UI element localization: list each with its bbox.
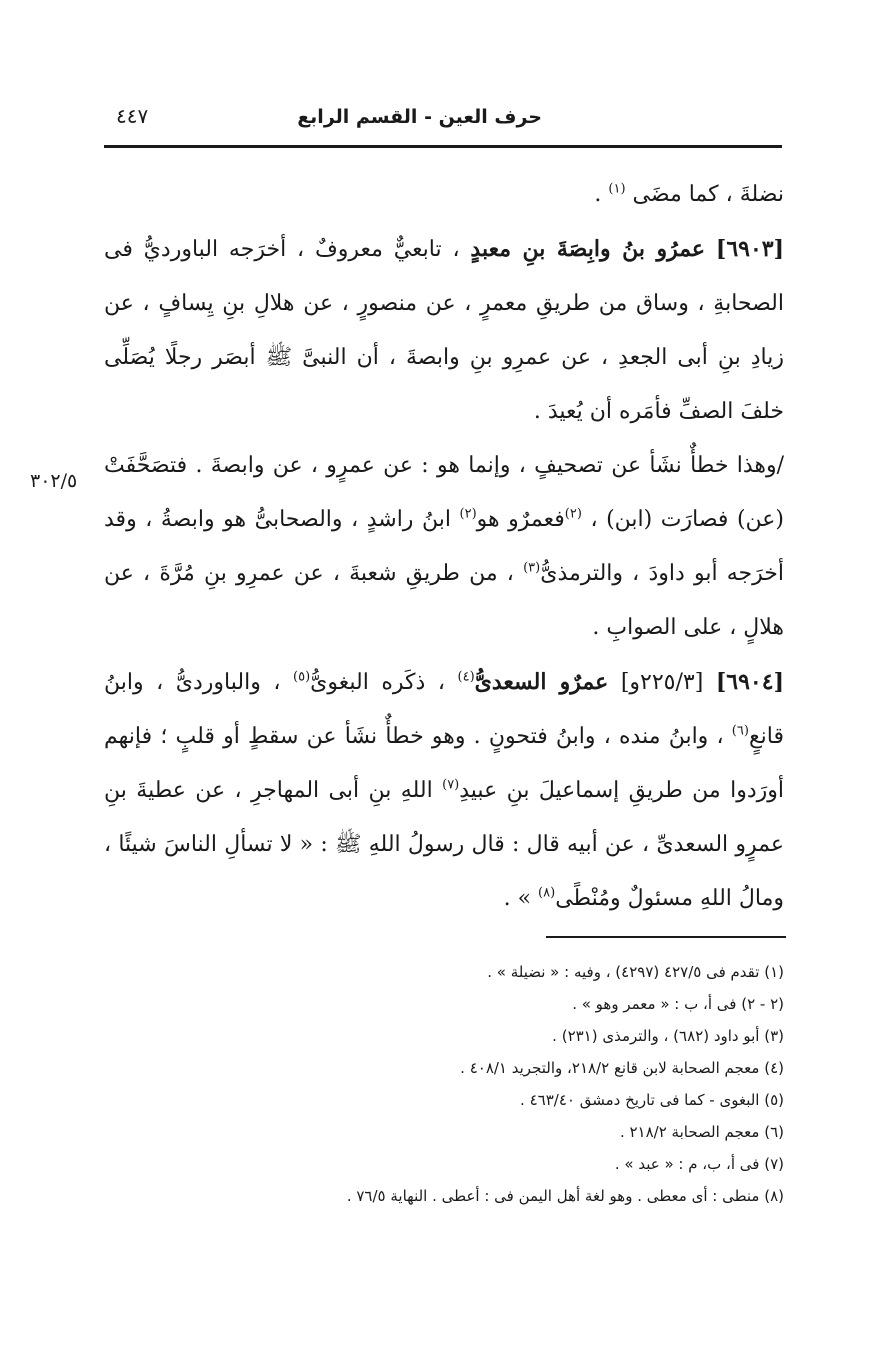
- paragraph-text: فعمرٌو هو: [476, 507, 565, 532]
- entry-text: ، ذكَره البغوىُّ: [310, 670, 445, 695]
- entry-text: » .: [503, 886, 532, 911]
- footnote-ref: (٥): [293, 669, 311, 685]
- footnote-5: (٥) البغوى - كما فى تاريخ دمشق ٤٦٣/٤٠ .: [520, 1091, 784, 1109]
- footnote-1: (١) تقدم فى ٤٢٧/٥ (٤٢٩٧) ، وفيه : « نضيلة » .: [487, 963, 784, 981]
- footnote-ref: (٨): [538, 885, 556, 901]
- paragraph-text: .: [594, 182, 602, 207]
- footnote-ref: (٢): [459, 506, 477, 522]
- footnote-ref: (٦): [731, 723, 749, 739]
- paragraph-text: ، من طريقِ شعبةَ ، عن عمرِو بنِ مُرَّةَ ، عن هلالٍ ، على الصوابِ .: [104, 561, 784, 640]
- footnote-ref: (٢): [564, 506, 582, 522]
- paragraph-text: نضلةَ ، كما مضَى: [632, 182, 784, 207]
- paragraph-1: [104, 168, 784, 222]
- footnote-2: (٢ - ٢) فى أ، ب : « معمر وهو » .: [572, 995, 784, 1013]
- paragraph-text: ابنُ راشدٍ ، والصحابىُّ هو وابصةُ ، وقد أخرَجه أبو داودَ ، والترمذىُّ: [104, 507, 784, 586]
- footnote-4: (٤) معجم الصحابة لابن قانع ٢١٨/٢، والتجريد ٤٠٨/١ .: [460, 1059, 784, 1077]
- entry-text: ، تابعيٌّ معروفٌ ، أخرَجه الباورديُّ فى الصحابةِ ، وساق من طريقِ معمرٍ ، عن منصورٍ ، عن هلالِ بنِ يِسافٍ ، عن زيادِ بنِ أبى الجعدِ ، عن عمرِو بنِ وابصةَ ، أن النبىَّ ﷺ أبصَر رجلًا يُصَلِّى خلفَ الصفِّ فأمَره أن يُعيدَ .: [104, 237, 784, 424]
- paragraph-3: [104, 439, 784, 655]
- footnote-ref: (٧): [442, 777, 460, 793]
- footnote-ref: (٣): [523, 560, 541, 576]
- footnote-7: (٧) فى أ، ب، م : « عبد » .: [614, 1155, 784, 1173]
- entry-text: ، والباوردىُّ ، وابنُ قانعٍ: [104, 670, 784, 749]
- footnotes: [200, 956, 784, 1212]
- entry-text: اللهِ بنِ أبى المهاجرِ ، عن عطيةَ بنِ عمرٍو السعدىِّ ، عن أبيه قال : قال رسولُ اللهِ ﷺ : « لا تسألِ الناسَ شيئًا ، ومالُ اللهِ مسئولٌ ومُنْطًى: [104, 778, 784, 911]
- page-header: [104, 98, 782, 148]
- main-text: [104, 168, 784, 926]
- footnote-ref: (١): [608, 181, 626, 197]
- footnote-separator: [546, 936, 786, 938]
- paragraph-text: /وهذا خطأٌ نشَأ عن تصحيفٍ ، وإنما هو : عن عمرٍو ، عن وابصةَ . فتصَحَّفَتْ (عن) فصارَت (ابن) ،: [104, 453, 784, 532]
- entry-6903: [104, 222, 784, 439]
- footnote-8: (٨) منطى : أى معطى . وهو لغة أهل اليمن فى : أعطى . النهاية ٧٦/٥ .: [346, 1187, 784, 1205]
- footnote-ref: (٤): [457, 669, 475, 685]
- entry-text: ، وابنُ منده ، وابنُ فتحونٍ . وهو خطأٌ نشَأ عن سقطٍ أو قلبٍ ؛ فإنهم أورَدوا من طريقِ إسماعيلَ بنِ عبيدِ: [104, 724, 785, 803]
- footnote-6: (٦) معجم الصحابة ٢١٨/٢ .: [619, 1123, 784, 1141]
- entry-number: [٦٩٠٣]: [715, 236, 785, 262]
- margin-reference: ٣٠٢/٥: [30, 470, 78, 492]
- entry-number: [٦٩٠٤]: [715, 669, 784, 695]
- running-title: حرف العين - القسم الرابع: [297, 106, 542, 128]
- entry-name: عمرٌو السعدىُّ: [474, 669, 609, 695]
- page-number: ٤٤٧: [116, 104, 149, 128]
- volume-ref: [٢٢٥/٣و]: [620, 670, 704, 695]
- footnote-3: (٣) أبو داود (٦٨٢) ، والترمذى (٢٣١) .: [552, 1027, 784, 1045]
- entry-name: عمرُو بنُ وابِصَةَ بنِ معبدٍ: [470, 236, 706, 262]
- entry-6904: [104, 655, 784, 926]
